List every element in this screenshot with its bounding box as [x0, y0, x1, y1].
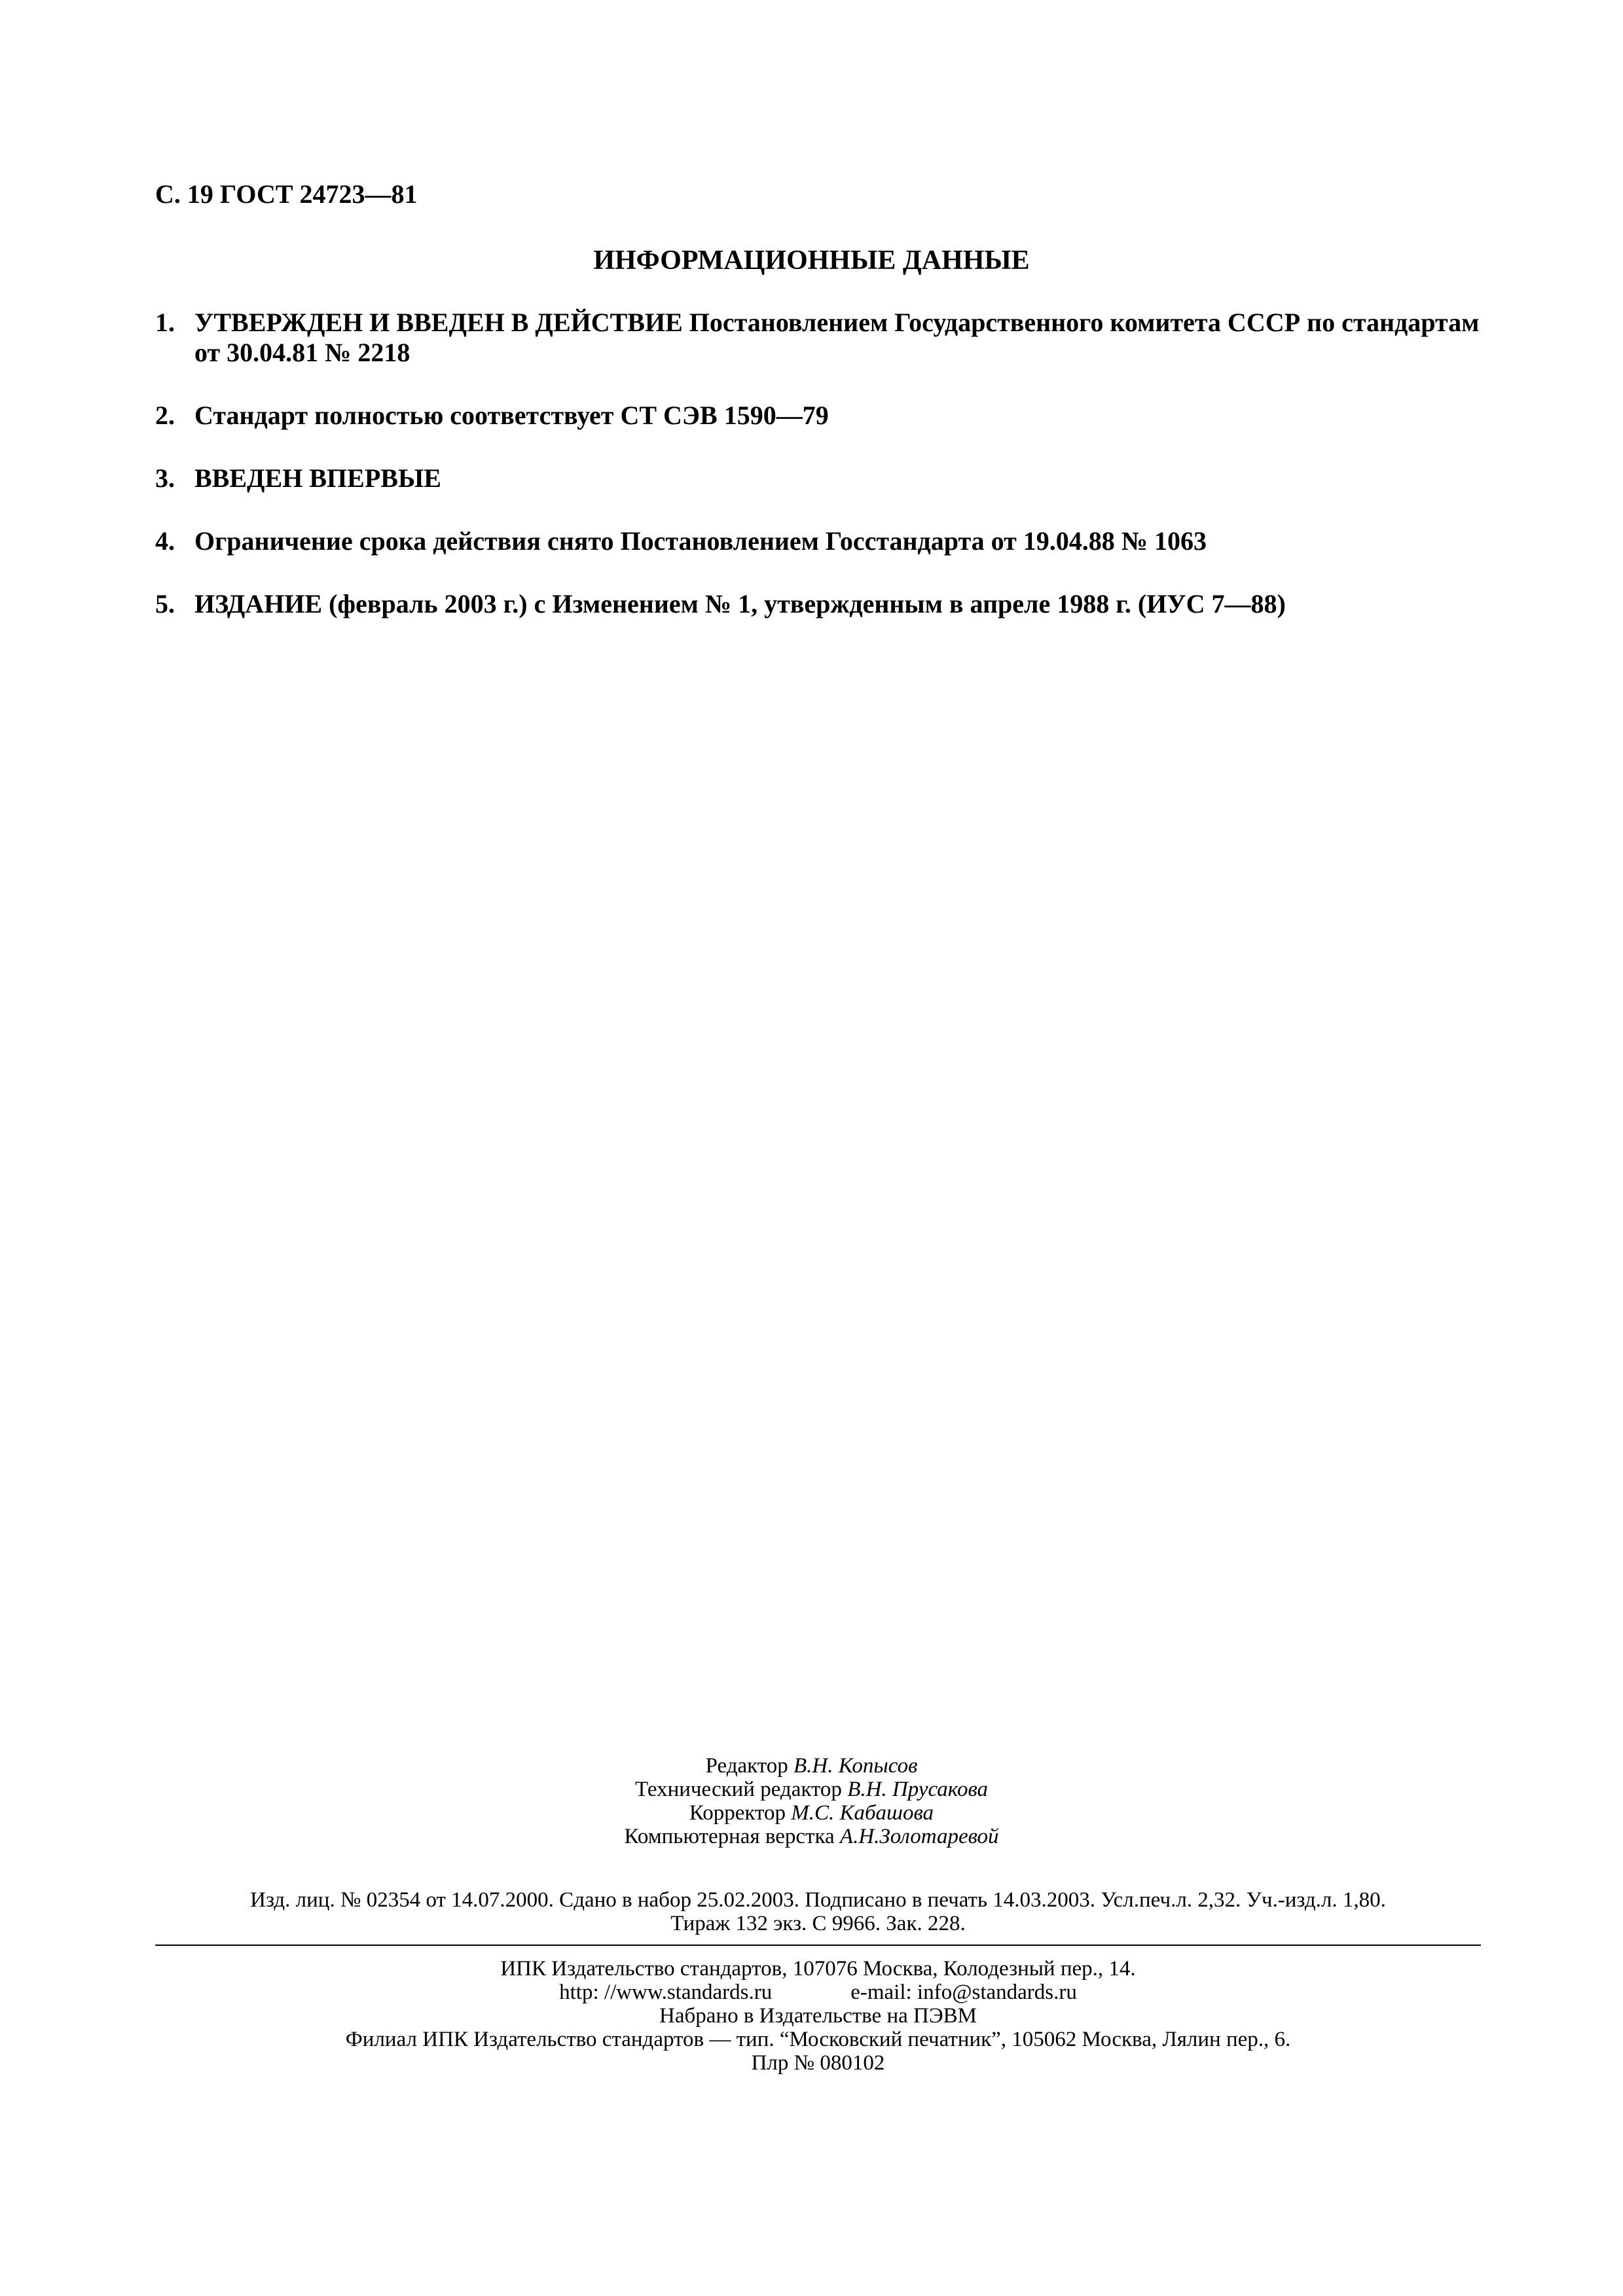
item-number: 1.	[155, 308, 175, 337]
info-item-1	[155, 308, 1481, 368]
publisher-contacts	[155, 1981, 1481, 2004]
imprint-line-2: Тираж 132 экз. С 9966. Зак. 228.	[670, 1912, 966, 1935]
info-item-2	[155, 401, 1481, 431]
publisher-typeset-note: Набрано в Издательстве на ПЭВМ	[659, 2004, 977, 2028]
imprint-line-1: Изд. лиц. № 02354 от 14.07.2000. Сдано в набор 25.02.2003. Подписано в печать 14.03.2003. Усл.печ.л. 2,32. Уч.-изд.л. 1,80.	[250, 1888, 1386, 1912]
credit-tech-editor	[0, 1778, 1623, 1801]
credit-proofreader	[0, 1801, 1623, 1825]
credit-layout	[0, 1825, 1623, 1848]
imprint-block	[155, 1888, 1481, 1935]
credit-person: М.С. Кабашова	[791, 1801, 934, 1825]
info-list	[155, 308, 1481, 652]
info-item-3	[155, 463, 1481, 493]
publisher-license: Плр № 080102	[751, 2051, 885, 2075]
credit-role: Редактор	[705, 1754, 788, 1778]
credit-person: А.Н.Золотаревой	[839, 1825, 999, 1848]
publisher-address: ИПК Издательство стандартов, 107076 Москва, Колодезный пер., 14.	[500, 1957, 1136, 1981]
info-item-4	[155, 526, 1481, 556]
publisher-block	[155, 1957, 1481, 2075]
item-text: Стандарт полностью соответствует СТ СЭВ 1590—79	[194, 401, 829, 430]
divider-line	[155, 1945, 1481, 1946]
publisher-email: e-mail: info@standards.ru	[850, 1981, 1077, 2004]
publisher-website: http: //www.standards.ru	[559, 1981, 773, 2004]
credit-role: Компьютерная верстка	[624, 1825, 835, 1848]
item-text: УТВЕРЖДЕН И ВВЕДЕН В ДЕЙСТВИЕ Постановлением Государственного комитета СССР по стандартам от 30.04.81 № 2218	[194, 308, 1480, 367]
item-number: 2.	[155, 401, 175, 430]
item-number: 3.	[155, 463, 175, 493]
credit-role: Корректор	[689, 1801, 786, 1825]
section-title: ИНФОРМАЦИОННЫЕ ДАННЫЕ	[593, 245, 1030, 276]
page-header: С. 19 ГОСТ 24723—81	[155, 179, 418, 209]
item-text: ИЗДАНИЕ (февраль 2003 г.) с Изменением № 1, утвержденным в апреле 1988 г. (ИУС 7—88)	[194, 589, 1286, 619]
credit-person: В.Н. Копысов	[793, 1754, 918, 1778]
info-item-5	[155, 589, 1481, 619]
item-number: 5.	[155, 589, 175, 619]
publisher-branch: Филиал ИПК Издательство стандартов — тип. “Московский печатник”, 105062 Москва, Лялин пер., 6.	[345, 2028, 1291, 2051]
item-number: 4.	[155, 526, 175, 556]
item-text: ВВЕДЕН ВПЕРВЫЕ	[194, 463, 441, 493]
credit-editor	[0, 1754, 1623, 1778]
credit-person: В.Н. Прусакова	[847, 1778, 989, 1801]
item-text: Ограничение срока действия снято Постановлением Госстандарта от 19.04.88 № 1063	[194, 526, 1207, 556]
credit-role: Технический редактор	[634, 1778, 842, 1801]
credits-block	[0, 1754, 1623, 1848]
